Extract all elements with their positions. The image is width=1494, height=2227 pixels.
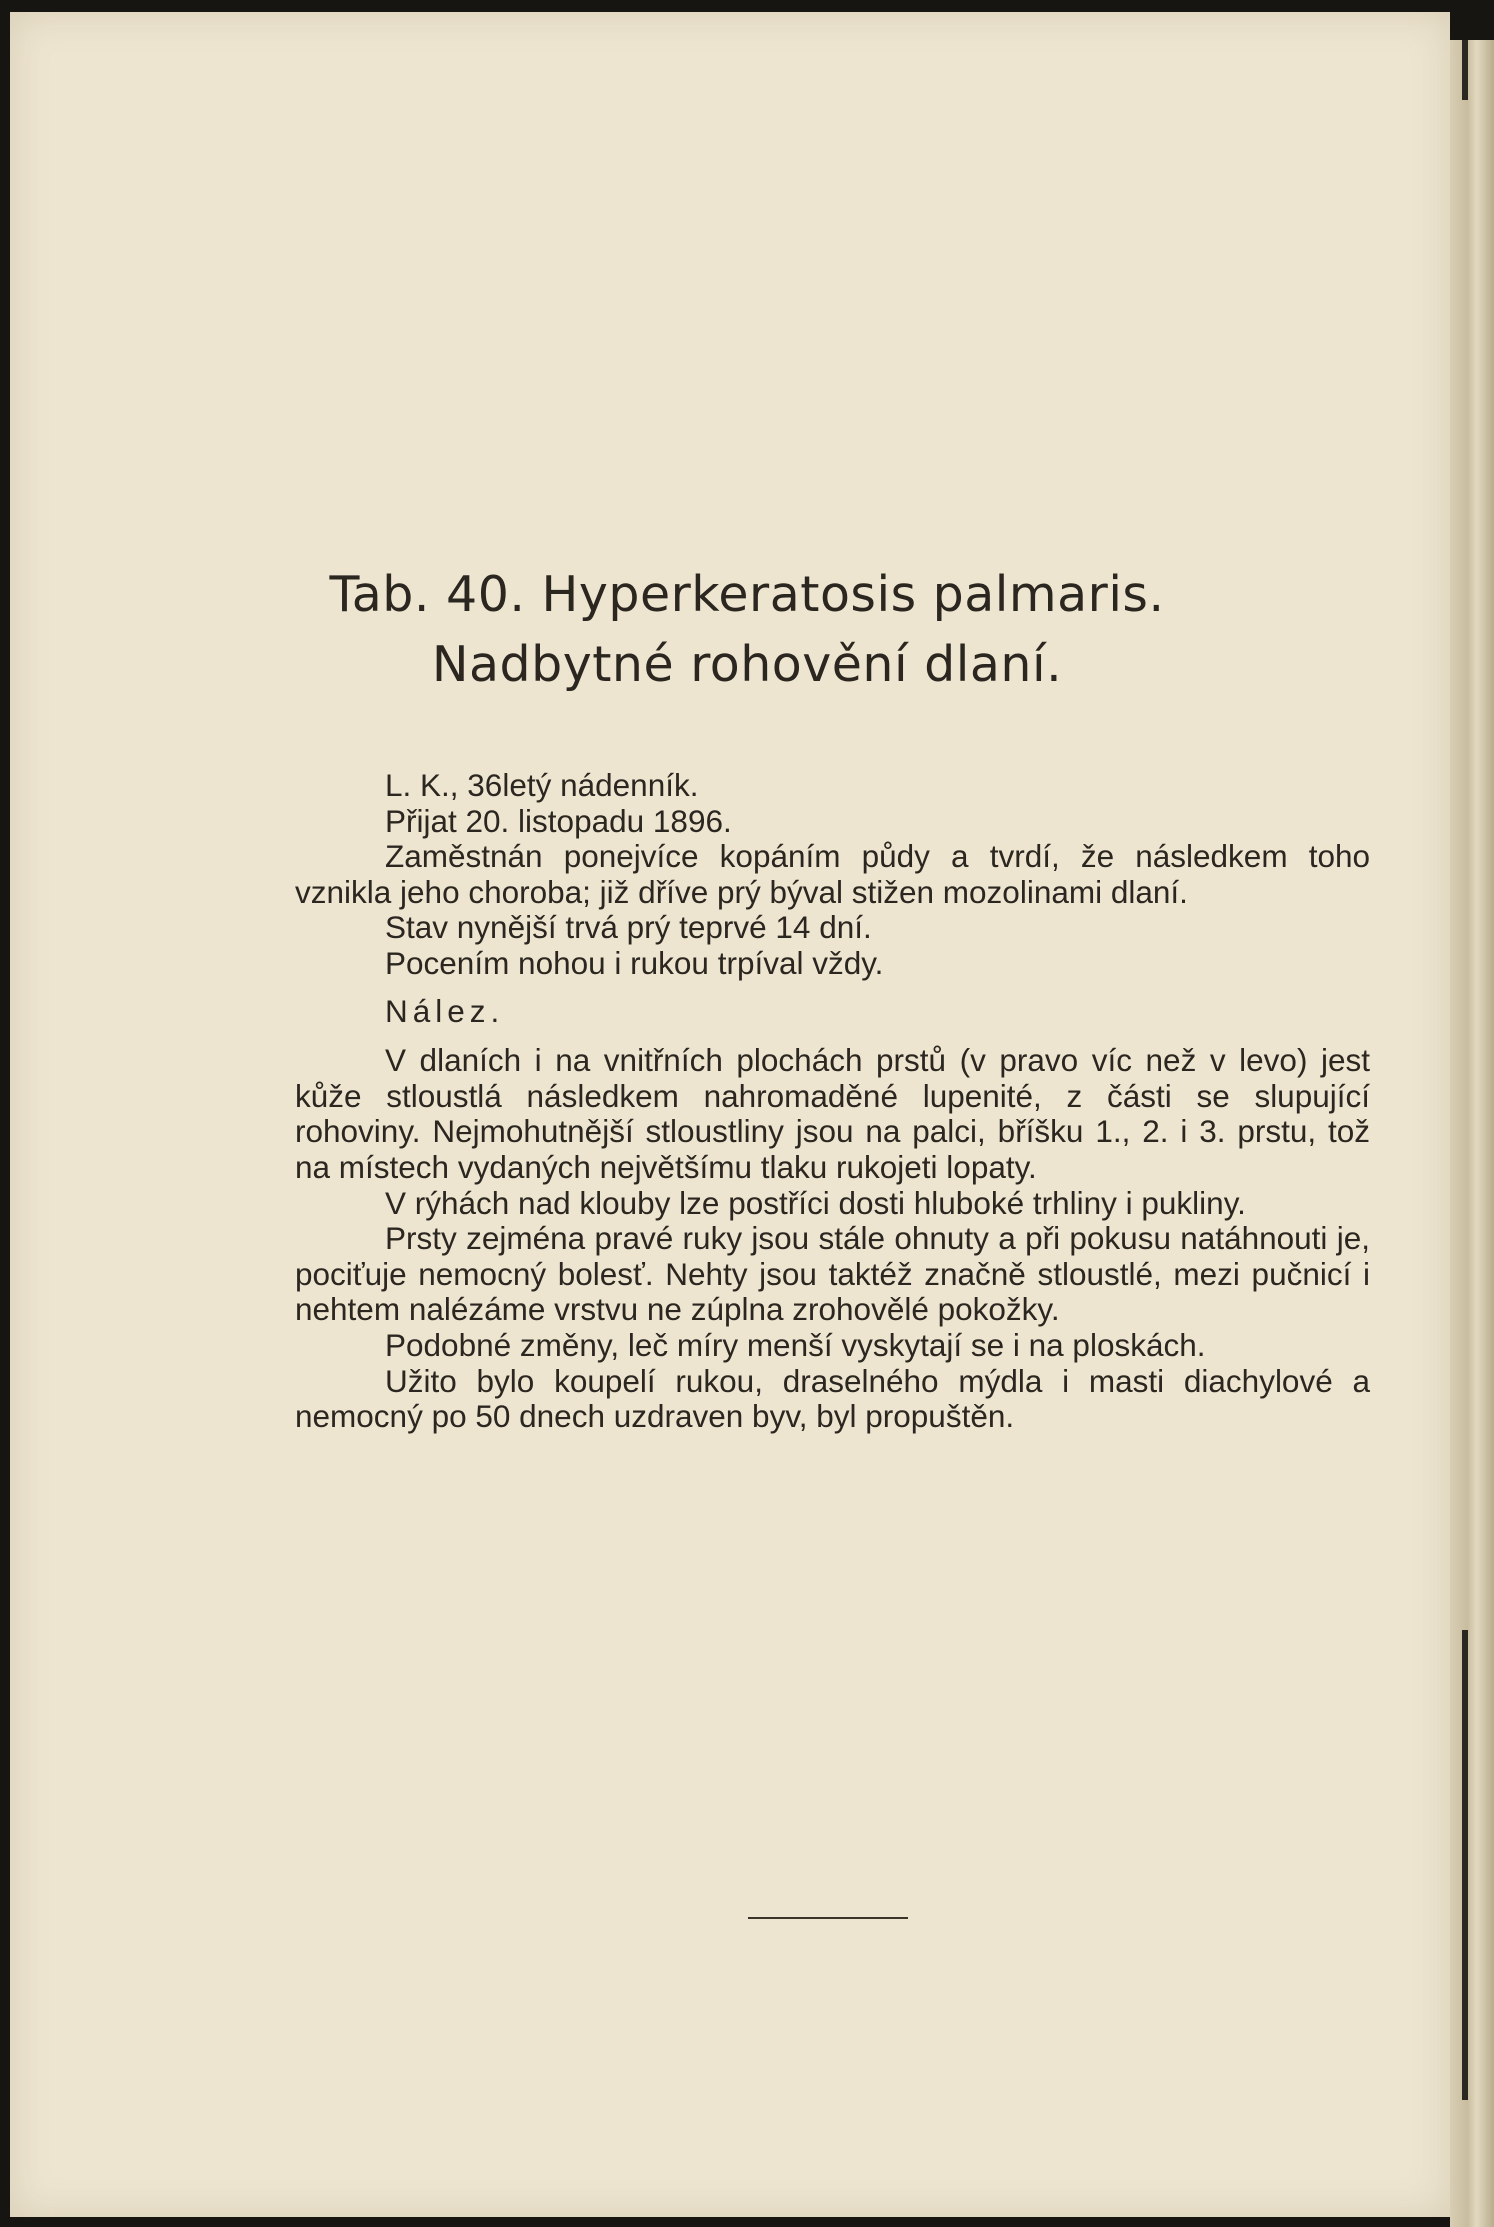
- paragraph: Pocením nohou i rukou trpíval vždy.: [385, 944, 884, 981]
- document-body: [295, 768, 1370, 1435]
- paragraph: Prsty zejména pravé ruky jsou stále ohnuty a při pokusu natáhnouti je, pociťuje nemocný bolesť. Nehty jsou taktéž značně stloustlé, mezi pučnicí i nehtem nalézáme vrstvu ne zúplna zrohovělé pokožky.: [295, 1220, 1370, 1328]
- paragraph: Přijat 20. listopadu 1896.: [385, 802, 732, 839]
- paragraph: V dlaních i na vnitřních plochách prstů (v pravo víc než v levo) jest kůže stloustlá následkem nahromaděné lupenité, z části se slupující rohoviny. Nejmohutnější stloustliny jsou na palci, bříšku 1., 2. i 3. prstu, tož na místech vydaných největšímu tlaku rukojeti lopaty.: [295, 1042, 1370, 1185]
- binding-mark: [1462, 40, 1468, 100]
- binding-mark: [1462, 1630, 1468, 2100]
- page-title: Tab. 40. Hyperkeratosis palmaris.: [329, 566, 1165, 623]
- section-heading: Nález.: [385, 992, 505, 1029]
- book-page-edge: [1450, 40, 1494, 2227]
- title-block: [0, 560, 1494, 700]
- paragraph: Užito bylo koupelí rukou, draselného mýdla i masti diachylové a nemocný po 50 dnech uzdraven byv, byl propuštěn.: [295, 1362, 1370, 1435]
- paragraph: Zaměstnán ponejvíce kopáním půdy a tvrdí, že následkem toho vznikla jeho choroba; již dříve prý býval stižen mozolinami dlaní.: [295, 838, 1370, 910]
- paragraph: Stav nynější trvá prý teprvé 14 dní.: [385, 909, 872, 946]
- horizontal-rule: [748, 1917, 908, 1919]
- paragraph: L. K., 36letý nádenník.: [385, 767, 699, 803]
- page-subtitle: Nadbytné rohovění dlaní.: [431, 636, 1063, 693]
- paragraph: V rýhách nad klouby lze postříci dosti hluboké trhliny i pukliny.: [385, 1184, 1246, 1221]
- paragraph: Podobné změny, leč míry menší vyskytají se i na ploskách.: [385, 1326, 1206, 1363]
